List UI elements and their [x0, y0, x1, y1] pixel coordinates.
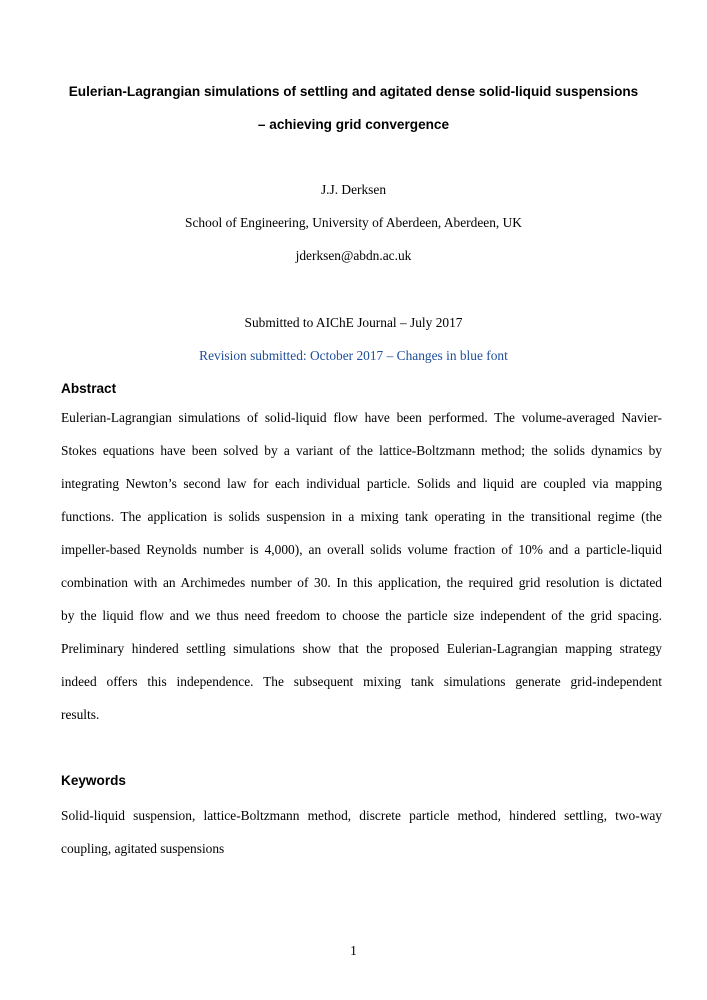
keywords-body	[61, 799, 662, 865]
paper-title-line-1: Eulerian-Lagrangian simulations of settling and agitated dense solid-liquid suspensions	[68, 84, 639, 99]
abstract-line: combination with an Archimedes number of 30. In this application, the required grid resolution is dictated	[61, 575, 662, 590]
page-number: 1	[350, 943, 357, 958]
abstract-line: impeller-based Reynolds number is 4,000), an overall solids volume fraction of 10% and a particle-liquid	[61, 542, 662, 557]
abstract-line: results.	[61, 707, 100, 722]
abstract-heading: Abstract	[61, 381, 117, 396]
revision-note: Revision submitted: October 2017 – Changes in blue font	[199, 348, 508, 363]
keywords-line: coupling, agitated suspensions	[61, 841, 225, 856]
abstract-line: Eulerian-Lagrangian simulations of solid-liquid flow have been performed. The volume-averaged Navier-	[61, 410, 662, 425]
abstract-line: integrating Newton’s second law for each individual particle. Solids and liquid are coupled via mapping	[61, 476, 662, 491]
keywords-heading: Keywords	[61, 773, 126, 788]
abstract-line: indeed offers this independence. The subsequent mixing tank simulations generate grid-independent	[61, 674, 662, 689]
abstract-line: Preliminary hindered settling simulations show that the proposed Eulerian-Lagrangian mapping strategy	[61, 641, 662, 656]
abstract-line: Stokes equations have been solved by a variant of the lattice-Boltzmann method; the solids dynamics by	[61, 443, 662, 458]
paper-title-line-2: – achieving grid convergence	[257, 117, 450, 132]
abstract-line: by the liquid flow and we thus need freedom to choose the particle size independent of the grid spacing.	[61, 608, 662, 623]
author-name: J.J. Derksen	[320, 182, 387, 197]
keywords-line: Solid-liquid suspension, lattice-Boltzmann method, discrete particle method, hindered settling, two-way	[61, 808, 662, 823]
author-affiliation: School of Engineering, University of Aberdeen, Aberdeen, UK	[185, 215, 522, 230]
submission-note: Submitted to AIChE Journal – July 2017	[244, 315, 463, 330]
abstract-line: functions. The application is solids suspension in a mixing tank operating in the transitional regime (the	[61, 509, 662, 524]
author-email: jderksen@abdn.ac.uk	[295, 248, 412, 263]
abstract-body	[61, 401, 662, 731]
